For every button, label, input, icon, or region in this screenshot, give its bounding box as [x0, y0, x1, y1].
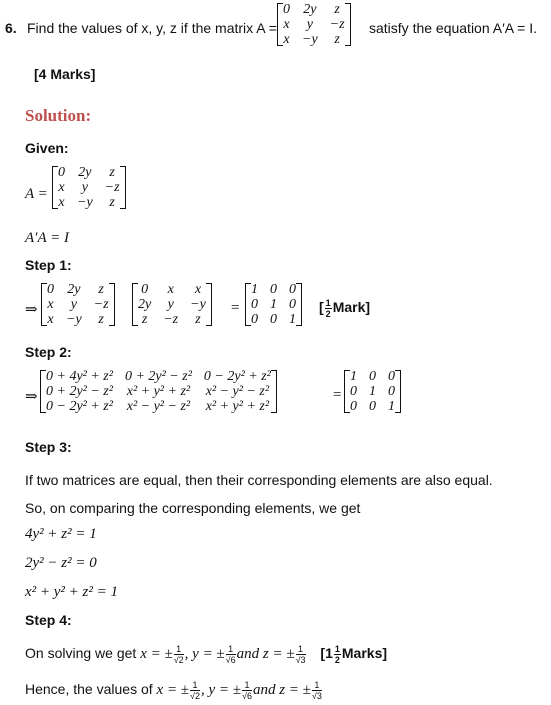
- matrix-cell: x² − y² − z²: [126, 399, 191, 414]
- step4-label: Step 4:: [25, 612, 72, 628]
- matrix-cell: −y: [77, 195, 93, 210]
- matrix-cell: 0: [270, 312, 277, 327]
- question-number: 6.: [5, 20, 17, 36]
- bracket-right: [120, 166, 126, 209]
- matrix-cell: y: [81, 180, 88, 195]
- matrix-cell: x² − y² − z²: [205, 384, 270, 399]
- matrix-cell: 2y: [67, 282, 81, 297]
- bracket-right: [296, 283, 302, 326]
- bracket-left: [52, 166, 58, 209]
- bracket-left: [132, 283, 138, 326]
- bracket-left: [41, 283, 47, 326]
- matrix-cell: 0: [283, 2, 290, 17]
- matrix-cell: x: [283, 17, 290, 32]
- matrix-cell: 1: [251, 282, 258, 297]
- question-prompt: Find the values of x, y, z if the matrix A =: [27, 20, 277, 36]
- matrix-cell: x² + y² + z²: [205, 399, 270, 414]
- matrix-cell: 0: [289, 282, 296, 297]
- a-equals: A =: [25, 186, 48, 202]
- question-prompt-tail: satisfy the equation A′A = I.: [369, 20, 538, 36]
- matrix-cell: 0 + 2y² − z²: [46, 384, 113, 399]
- matrix-cell: y: [167, 297, 174, 312]
- matrix-cell: z: [141, 312, 148, 327]
- equation-1: 4y² + z² = 1: [25, 526, 97, 542]
- question-marks: [4 Marks]: [34, 66, 96, 82]
- solve-line: On solving we get x = ± $\frac{1}{√2}$ , y = ± $\frac{1}{√6}$ and z = ± $\frac{1}{√3}$ [1 $\frac{1}{2}$ Marks]: [25, 644, 388, 665]
- matrix-cell: z: [109, 165, 115, 180]
- matrix-cell: 2y: [78, 165, 92, 180]
- matrix-cell: 0: [369, 399, 376, 414]
- matrix-cell: 0: [251, 312, 258, 327]
- bracket-left: [344, 370, 350, 413]
- matrix-cell: −y: [302, 32, 318, 47]
- matrix-cell: −z: [329, 17, 345, 32]
- equals-sign-1: =: [231, 300, 240, 316]
- equals-sign-2: =: [333, 387, 342, 403]
- matrix-cell: 1: [369, 384, 376, 399]
- matrix-cell: x: [283, 32, 290, 47]
- matrix-cell: 1: [289, 312, 296, 327]
- matrix-cell: 0 + 2y² − z²: [124, 369, 192, 384]
- matrix-cell: 0: [289, 297, 296, 312]
- step3-line1: If two matrices are equal, then their corresponding elements are also equal.: [25, 472, 493, 488]
- matrix-cell: 1: [270, 297, 277, 312]
- matrix-cell: 2y: [303, 2, 317, 17]
- matrix-cell: 0 + 4y² + z²: [46, 369, 113, 384]
- matrix-cell: 0: [58, 165, 65, 180]
- matrix-cell: 0: [47, 282, 54, 297]
- matrix-cell: −z: [104, 180, 120, 195]
- step3-label: Step 3:: [25, 439, 72, 455]
- equation-3: x² + y² + z² = 1: [25, 584, 119, 600]
- bracket-left: [245, 283, 251, 326]
- bracket-left: [40, 370, 46, 413]
- given-label: Given:: [25, 140, 69, 156]
- matrix-a-question: [277, 2, 351, 47]
- matrix-product: [40, 369, 277, 414]
- hence-line: Hence, the values of x = ± $\frac{1}{√2}$ , y = ± $\frac{1}{√6}$ and z = ± $\frac{1}{√3}$: [25, 680, 322, 701]
- bracket-right: [271, 370, 277, 413]
- identity-step1: [245, 282, 302, 327]
- matrix-cell: 0: [350, 399, 357, 414]
- implies-symbol-2: ⇒: [25, 389, 38, 405]
- solution-heading: Solution:: [25, 106, 92, 125]
- bracket-left: [277, 3, 283, 46]
- bracket-right: [109, 283, 115, 326]
- matrix-cell: 0: [141, 282, 149, 297]
- matrix-cell: y: [306, 17, 313, 32]
- matrix-cell: −z: [163, 312, 179, 327]
- matrix-cell: 0 − 2y² + z²: [203, 369, 271, 384]
- matrix-cell: x: [47, 297, 54, 312]
- matrix-cell: x: [194, 282, 202, 297]
- identity-step2: [344, 369, 401, 414]
- matrix-cell: −z: [93, 297, 109, 312]
- matrix-cell: −y: [66, 312, 82, 327]
- matrix-cell: 1: [388, 399, 395, 414]
- matrix-a-step1: [41, 282, 115, 327]
- matrix-cell: 0: [350, 384, 357, 399]
- bracket-right: [206, 283, 212, 326]
- step2-label: Step 2:: [25, 344, 72, 360]
- bracket-right: [395, 370, 401, 413]
- matrix-cell: x² + y² + z²: [126, 384, 191, 399]
- equation-2: 2y² − z² = 0: [25, 555, 97, 571]
- matrix-cell: 0: [270, 282, 277, 297]
- matrix-cell: x: [47, 312, 54, 327]
- matrix-cell: 0: [388, 369, 395, 384]
- step1-label: Step 1:: [25, 257, 72, 273]
- half-mark: [ $\frac{1}{2}$ Mark]: [319, 298, 371, 319]
- matrix-cell: z: [195, 312, 201, 327]
- matrix-cell: y: [70, 297, 77, 312]
- matrix-at-step1: [132, 282, 212, 327]
- ata-equals-i: A′A = I: [25, 230, 69, 246]
- matrix-cell: x: [58, 195, 65, 210]
- matrix-cell: z: [334, 2, 340, 17]
- matrix-cell: z: [334, 32, 340, 47]
- implies-symbol: ⇒: [25, 302, 38, 318]
- bracket-right: [345, 3, 351, 46]
- matrix-cell: z: [98, 282, 104, 297]
- matrix-cell: −y: [190, 297, 206, 312]
- step3-line2: So, on comparing the corresponding elements, we get: [25, 500, 361, 516]
- matrix-cell: 1: [350, 369, 357, 384]
- matrix-cell: 0: [369, 369, 376, 384]
- matrix-cell: x: [58, 180, 65, 195]
- matrix-cell: z: [109, 195, 115, 210]
- matrix-cell: z: [98, 312, 104, 327]
- matrix-cell: 0: [388, 384, 395, 399]
- matrix-cell: 0: [251, 297, 258, 312]
- matrix-cell: 0 − 2y² + z²: [46, 399, 113, 414]
- matrix-cell: x: [167, 282, 174, 297]
- step4-marks: [1 $\frac{1}{2}$ Marks]: [320, 644, 388, 665]
- matrix-cell: 2y: [138, 297, 152, 312]
- matrix-a-given: [52, 165, 126, 210]
